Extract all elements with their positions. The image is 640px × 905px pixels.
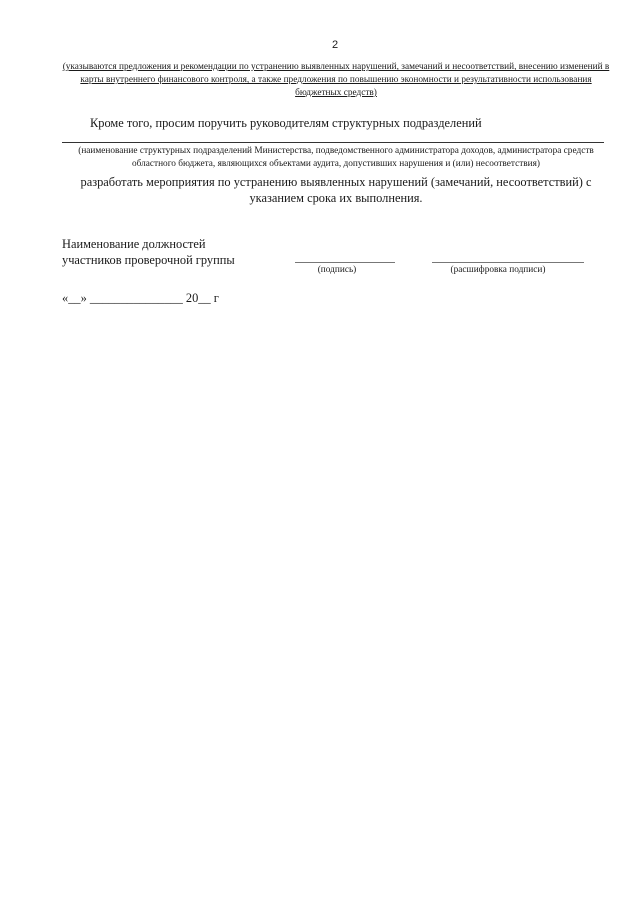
positions-label-line2: участников проверочной группы xyxy=(62,253,235,267)
date-line: «__» _______________ 20__ г xyxy=(62,291,219,305)
signature-caption: (подпись) xyxy=(317,265,357,275)
signature-decoding-caption: (расшифровка подписи) xyxy=(450,265,546,275)
proposals-note: (указываются предложения и рекомендации по устранению выявленных нарушений, замечаний и несоответствий, внесению изменений в карты внутреннего финансового контроля, а также предложения по повышению экономности и результативности использования бюджетных средств) xyxy=(62,62,610,98)
continuation-text: разработать мероприятия по устранению выявленных нарушений (замечаний, несоответствий) с указанием срока их выполнения. xyxy=(80,175,592,205)
page-number: 2 xyxy=(331,39,339,51)
request-paragraph: Кроме того, просим поручить руководителям структурных подразделений xyxy=(90,116,482,130)
units-note: (наименование структурных подразделений Министерства, подведомственного администратора доходов, администратора средств областного бюджета, являющихся объектами аудита, допустивших нарушения и (или) несоответствия) xyxy=(78,146,594,169)
signature-line xyxy=(295,262,395,263)
units-fill-line xyxy=(62,142,604,143)
positions-label xyxy=(62,236,262,268)
signature-decoding-line xyxy=(432,262,584,263)
positions-label-line1: Наименование должностей xyxy=(62,237,206,251)
